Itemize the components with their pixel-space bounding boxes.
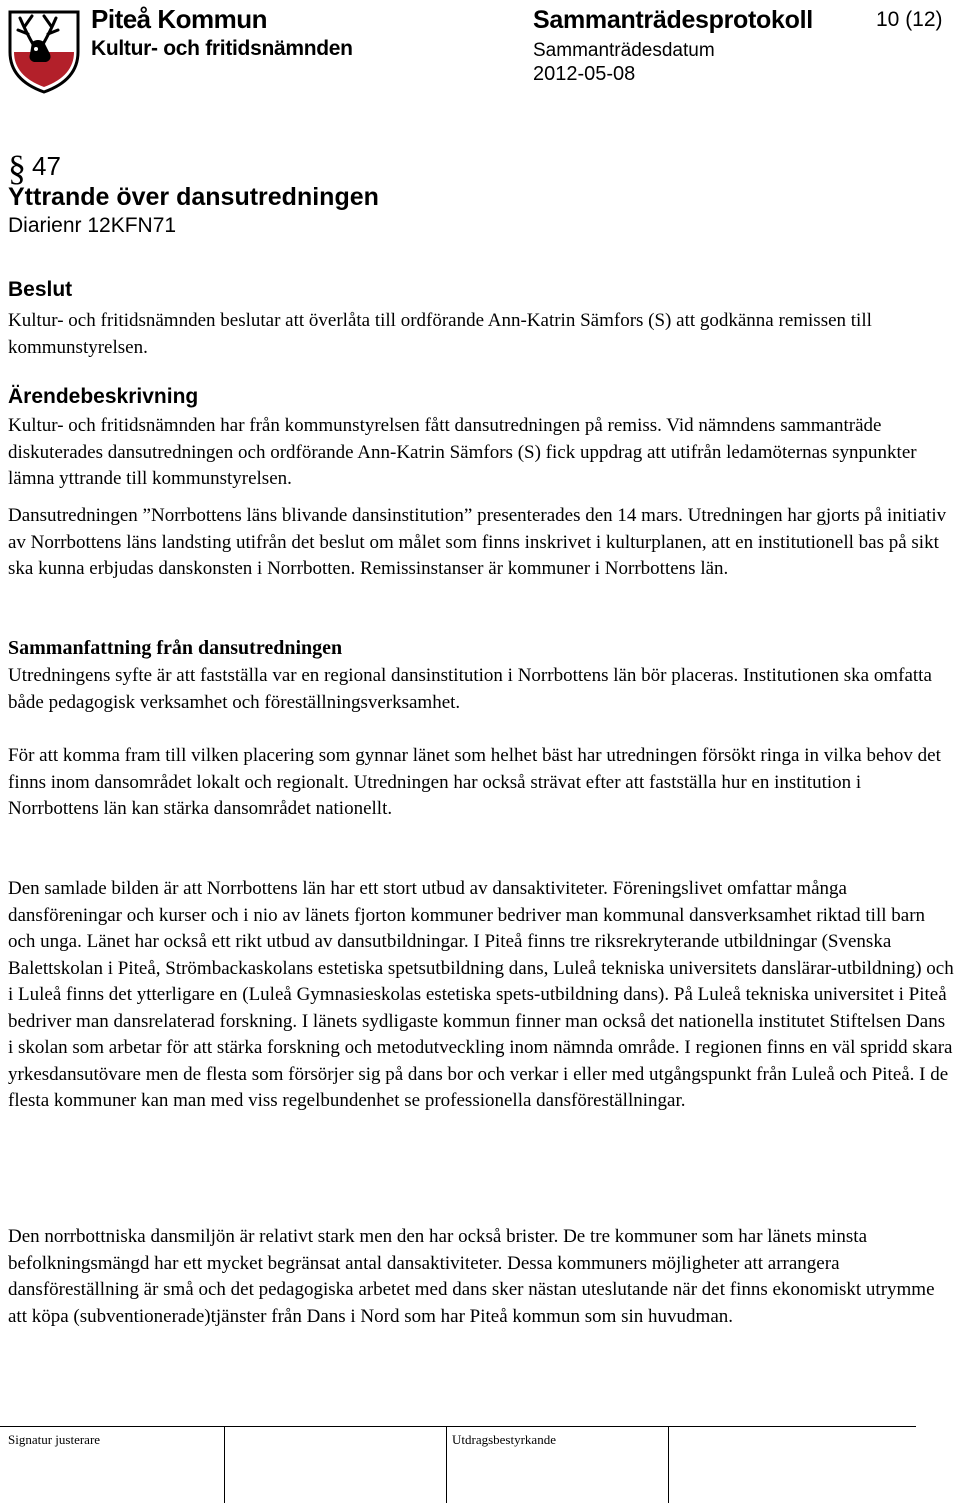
signature-label: Signatur justerare <box>8 1432 101 1447</box>
document-type: Sammanträdesprotokoll <box>533 6 813 34</box>
board-name: Kultur- och fritidsnämnden <box>91 37 353 60</box>
meeting-date: 2012-05-08 <box>533 63 636 85</box>
footer-column-divider <box>224 1426 225 1503</box>
sammanfattning-heading: Sammanfattning från dansutredningen <box>8 637 343 659</box>
reindeer-shield-logo-icon <box>6 2 82 94</box>
item-title: Yttrande över dansutredningen <box>8 183 379 211</box>
beslut-text: Kultur- och fritidsnämnden beslutar att överlåta till ordförande Ann-Katrin Sämfors (S) att godkänna remissen till kommunstyrelsen. <box>8 310 872 358</box>
registration-number: Diarienr 12KFN71 <box>8 214 177 237</box>
arendebeskrivning-heading: Ärendebeskrivning <box>8 385 199 408</box>
footer-divider <box>0 1426 916 1427</box>
footer-column-divider <box>668 1426 669 1503</box>
sammanfattning-paragraph-2: För att komma fram till vilken placering som gynnar länet som helhet bäst har utredningen försökt ringa in vilka behov det finns inom dansområdet lokalt och regionalt. Utredningen har också strävat efter att fastställa hur en institution i Norrbottens län kan stärka dansområdet nationellt. <box>8 745 941 820</box>
page-number: 10 (12) <box>876 8 943 31</box>
item-number: 47 <box>32 151 61 181</box>
organization-name: Piteå Kommun <box>91 4 268 34</box>
sammanfattning-paragraph-3: Den samlade bilden är att Norrbottens län har ett stort utbud av dansaktiviteter. Föreningslivet omfattar många dansföreningar och kurser och i nio av länets fjorton kommuner bedriver man kommunal dansverksamhet riktad till barn och unga. Länet har också ett rikt utbud av dansutbildningar. I Piteå finns tre riksrekryterande utbildningar (Svenska Balettskolan i Piteå, Strömbackaskolans estetiska spetsutbildning dans, Luleå tekniska universitets danslärar-utbildning) och i Luleå finns det ytterligare en (Luleå Gymnasieskolas estetiska spets-utbildning dans). På Luleå tekniska universitet i Piteå bedriver man dansrelaterad forskning. I länets sydligaste kommun finner man också det nationella institutet Stiftelsen Dans i skolan som arbetar för att stärka forskning och metodutveckling inom nämnda område. I regionen finns en väl spridd skara yrkesdansutövare men de flesta som försörjer sig på dans bor och verkar i eller med utgångspunkt från Luleå och Piteå. I de flesta kommuner kan man med viss regelbundenhet se professionella dansföreställningar. <box>8 878 954 1111</box>
beslut-heading: Beslut <box>8 278 73 301</box>
excerpt-certification-label: Utdragsbestyrkande <box>452 1432 556 1447</box>
sammanfattning-paragraph-1: Utredningens syfte är att fastställa var en regional dansinstitution i Norrbottens län bör placeras. Institutionen ska omfatta både pedagogisk verksamhet och föreställningsverksamhet. <box>8 665 932 713</box>
sammanfattning-paragraph-4: Den norrbottniska dansmiljön är relativt stark men den har också brister. De tre kommuner som har länets minsta befolkningsmängd har ett mycket begränsat antal dansaktiviteter. Dessa kommuners möjligheter att arrangera dansföreställning är små och det pedagogiska arbetet med dans sker nästan uteslutande när det finns ekonomiskt utrymme att köpa (subventionerade)tjänster från Dans i Nord som har Piteå kommun som sin huvudman. <box>8 1226 935 1328</box>
arendebeskrivning-paragraph-2: Dansutredningen ”Norrbottens läns blivande dansinstitution” presenterades den 14 mars. Utredningen har gjorts på initiativ av Norrbottens läns landsting utifrån det beslut om målet som finns inskrivet i kulturplanen, att en institutionell bas på sikt ska kunna erbjudas danskonsten i Norrbotten. Remissinstanser är kommuner i Norrbottens län. <box>8 505 947 580</box>
footer-column-divider <box>446 1426 447 1503</box>
arendebeskrivning-paragraph-1: Kultur- och fritidsnämnden har från kommunstyrelsen fått dansutredningen på remiss. Vid nämndens sammanträde diskuterades dansutredningen och ordförande Ann-Katrin Sämfors (S) fick uppdrag att utifrån ledamöternas synpunkter lämna yttrande till kommunstyrelsen. <box>8 415 917 490</box>
meeting-date-label: Sammanträdesdatum <box>533 40 715 61</box>
section-symbol: § <box>8 148 26 188</box>
